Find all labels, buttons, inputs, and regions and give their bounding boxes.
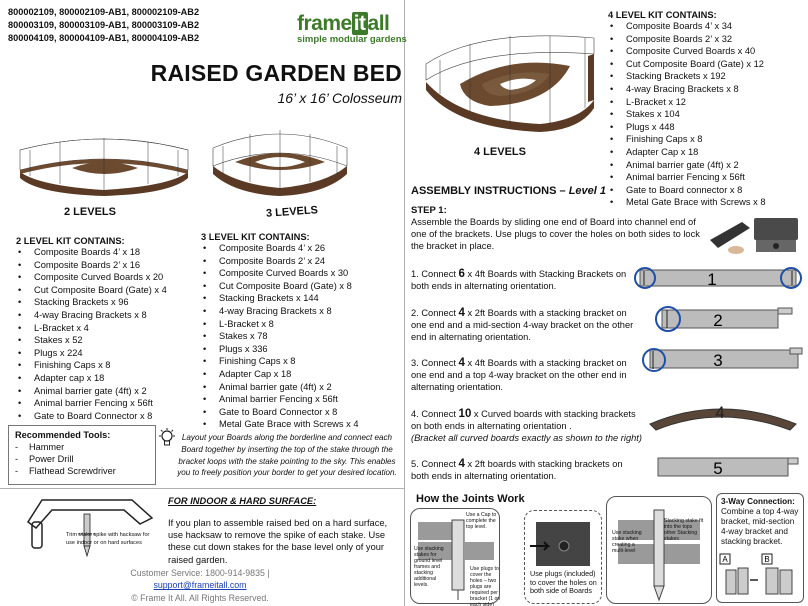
kit-item: • Metal Gate Brace with Screws x 4 bbox=[201, 418, 401, 431]
board-4-number: 4 bbox=[715, 403, 725, 422]
step1-heading: STEP 1: bbox=[411, 205, 447, 216]
joint-note-plugs: Use plugs to cover the holes – two plugs are required per bracket (1 on each side) bbox=[470, 566, 501, 606]
brand-wordmark: frameitall bbox=[297, 12, 390, 35]
kit-item: • Finishing Caps x 8 bbox=[16, 359, 196, 372]
kit-item: • Composite Curved Boards x 20 bbox=[16, 271, 196, 284]
kit-item: • Plugs x 448 bbox=[608, 121, 804, 134]
kit-item: • Adapter Cap x 18 bbox=[608, 146, 804, 159]
kit-item: • Stakes x 52 bbox=[16, 334, 196, 347]
label-b: B bbox=[764, 555, 770, 564]
kit-item: • Gate to Board connector x 8 bbox=[608, 184, 804, 197]
joint-note-multilevel: Use stacking stake when creating a multi-level bbox=[612, 530, 642, 554]
joint-note-stake-fit: Stacking stake fit into the tops other Stacking stakes bbox=[664, 518, 704, 542]
label-a: A bbox=[722, 555, 728, 564]
kit-item: • Composite Boards 4’ x 34 bbox=[608, 20, 804, 33]
kit-item: • Metal Gate Brace with Screws x 8 bbox=[608, 196, 804, 209]
page-title: RAISED GARDEN BED bbox=[150, 60, 402, 86]
footer bbox=[110, 567, 290, 604]
kit-item: • Cut Composite Board (Gate) x 12 bbox=[608, 58, 804, 71]
three-level-bed-image bbox=[205, 118, 355, 198]
bracket-insert-image bbox=[706, 210, 804, 258]
board-diagram-2 bbox=[650, 302, 802, 334]
board-diagram-4 bbox=[640, 398, 804, 434]
support-email-link[interactable]: support@frameitall.com bbox=[153, 580, 247, 591]
kit-item: • 4-way Bracing Brackets x 8 bbox=[608, 83, 804, 96]
brand-logo bbox=[297, 12, 407, 45]
four-level-bed-image bbox=[420, 24, 600, 134]
kit-3-heading: 3 LEVEL KIT CONTAINS: bbox=[201, 232, 310, 242]
tools-heading: Recommended Tools: bbox=[15, 430, 111, 440]
step-3: 3. Connect 4 x 4ft Boards with a stacking bracket on one end and a top 4-way bracket on the other end in alternating orientation. bbox=[411, 357, 627, 393]
board-5-number: 5 bbox=[713, 459, 723, 478]
four-levels-label: 4 LEVELS bbox=[474, 146, 526, 158]
three-way-image bbox=[718, 550, 802, 600]
three-way-heading: 3-Way Connection: bbox=[721, 497, 795, 506]
kit-item: • Plugs x 336 bbox=[201, 343, 401, 356]
joint-note-stacking: Use stacking stakes for ground level frames and stacking additional levels. bbox=[414, 546, 444, 588]
kit-item: • L-Bracket x 8 bbox=[201, 318, 401, 331]
tool-item: - Flathead Screwdriver bbox=[15, 466, 116, 476]
kit-item: • Composite Boards 2’ x 24 bbox=[201, 255, 401, 268]
kit-3-list bbox=[201, 232, 401, 431]
page-divider bbox=[404, 0, 405, 606]
kit-item: • Animal barrier gate (4ft) x 2 bbox=[16, 385, 196, 398]
kit-item: • Stakes x 104 bbox=[608, 108, 804, 121]
kit-item: • Composite Curved Boards x 40 bbox=[608, 45, 804, 58]
joints-heading: How the Joints Work bbox=[416, 493, 525, 505]
kit-item: • L-Bracket x 4 bbox=[16, 322, 196, 335]
board-diagram-1 bbox=[632, 262, 804, 292]
kit-item: • Animal barrier Fencing x 56ft bbox=[201, 393, 401, 406]
kit-item: • Stacking Brackets x 96 bbox=[16, 296, 196, 309]
kit-item: • Composite Boards 2’ x 16 bbox=[16, 259, 196, 272]
layout-tip: Layout your Boards along the borderline and connect each Board together by inserting the top of the stake through the bracket loops with the stake pointing to the sky. This enables you to freely position your border to get your desired location. bbox=[177, 433, 397, 478]
step-1: 1. Connect 6 x 4ft Boards with Stacking Brackets on both ends in alternating orientation. bbox=[411, 268, 627, 292]
kit-item: • Animal barrier gate (4ft) x 2 bbox=[201, 381, 401, 394]
step-2: 2. Connect 4 x 2ft Boards with a stacking bracket on one end and a mid-section 4-way bracket on the other end in alternating orientation. bbox=[411, 307, 634, 343]
sku-list bbox=[8, 6, 199, 45]
kit-item: • Stakes x 78 bbox=[201, 330, 401, 343]
recommended-tools-box bbox=[8, 425, 156, 485]
kit-item: • Cut Composite Board (Gate) x 8 bbox=[201, 280, 401, 293]
indoor-text: If you plan to assemble raised bed on a hard surface, use hacksaw to remove the spike of each stake. Use these cut down stakes for the base level only of your raised garden. bbox=[168, 518, 388, 565]
step-4: 4. Connect 10 x Curved boards with stacking brackets on both ends in alternating orientation . (Bracket all curved boards exactly as shown to the right) bbox=[411, 408, 647, 445]
kit-item: • 4-way Bracing Brackets x 8 bbox=[201, 305, 401, 318]
kit-4-list bbox=[608, 10, 804, 209]
step-4-note: (Bracket all curved boards exactly as shown to the right) bbox=[411, 433, 642, 444]
step-5: 5. Connect 4 x 2ft boards with stacking brackets on both ends in alternating orientation. bbox=[411, 458, 623, 482]
kit-2-list bbox=[16, 236, 196, 422]
sku-line: 800004109, 800004109-AB1, 800004109-AB2 bbox=[8, 33, 200, 43]
board-2-number: 2 bbox=[713, 311, 723, 330]
kit-item: • Composite Boards 4’ x 26 bbox=[201, 242, 401, 255]
kit-4-heading: 4 LEVEL KIT CONTAINS: bbox=[608, 10, 717, 20]
customer-service: Customer Service: 1800-914-9835 | bbox=[130, 568, 270, 578]
kit-item: • Plugs x 224 bbox=[16, 347, 196, 360]
board-3-number: 3 bbox=[713, 351, 723, 370]
page-subtitle: 16’ x 16’ Colosseum bbox=[277, 90, 402, 106]
kit-item: • Gate to Board Connector x 8 bbox=[201, 406, 401, 419]
hacksaw-caption: Trim stake spike with hacksaw for use indoor or on hard surfaces bbox=[66, 532, 150, 546]
two-levels-label: 2 LEVELS bbox=[64, 206, 116, 218]
kit-item: • Adapter cap x 18 bbox=[16, 372, 196, 385]
kit-2-heading: 2 LEVEL KIT CONTAINS: bbox=[16, 236, 125, 246]
indoor-heading: FOR INDOOR & HARD SURFACE: bbox=[168, 496, 317, 506]
tool-item: - Hammer bbox=[15, 442, 65, 452]
kit-item: • 4-way Bracing Brackets x 8 bbox=[16, 309, 196, 322]
joint-note-cap: Use a Cap to complete the top level. bbox=[466, 512, 497, 530]
lightbulb-icon bbox=[158, 428, 176, 448]
board-1-number: 1 bbox=[707, 270, 717, 289]
kit-item: • Animal barrier Fencing x 56ft bbox=[608, 171, 804, 184]
kit-item: • Animal barrier gate (4ft) x 2 bbox=[608, 159, 804, 172]
kit-item: • Finishing Caps x 8 bbox=[201, 355, 401, 368]
brand-tagline: simple modular gardens bbox=[297, 34, 407, 45]
kit-item: • Finishing Caps x 8 bbox=[608, 133, 804, 146]
section-divider bbox=[0, 488, 404, 489]
sku-line: 800002109, 800002109-AB1, 800002109-AB2 bbox=[8, 7, 200, 17]
kit-item: • Animal barrier Fencing x 56ft bbox=[16, 397, 196, 410]
board-diagram-3 bbox=[640, 344, 804, 376]
board-diagram-5 bbox=[652, 452, 802, 482]
kit-item: • Composite Boards 4’ x 18 bbox=[16, 246, 196, 259]
step1-text: Assemble the Boards by sliding one end of Board into channel end of one of the brackets. Use plugs to cover the holes on both sides to lock the bracket in place. bbox=[411, 217, 700, 252]
assembly-heading: ASSEMBLY INSTRUCTIONS – Level 1 bbox=[411, 185, 607, 197]
hacksaw-stake-image bbox=[12, 494, 162, 564]
copyright: © Frame It All. All Rights Reserved. bbox=[131, 592, 269, 603]
kit-item: • Composite Curved Boards x 30 bbox=[201, 267, 401, 280]
kit-item: • Composite Boards 2’ x 32 bbox=[608, 33, 804, 46]
kit-item: • Adapter Cap x 18 bbox=[201, 368, 401, 381]
sku-line: 800003109, 800003109-AB1, 800003109-AB2 bbox=[8, 20, 200, 30]
two-level-bed-image bbox=[10, 128, 198, 198]
kit-item: • Stacking Brackets x 192 bbox=[608, 70, 804, 83]
tool-item: - Power Drill bbox=[15, 454, 74, 464]
plug-image bbox=[530, 516, 596, 572]
three-levels-label: 3 LEVELS bbox=[265, 204, 319, 220]
kit-item: • Cut Composite Board (Gate) x 4 bbox=[16, 284, 196, 297]
kit-item: • L-Bracket x 12 bbox=[608, 96, 804, 109]
kit-item: • Gate to Board Connector x 8 bbox=[16, 410, 196, 423]
three-way-text: Combine a top 4-way bracket, mid-section 4-way bracket and stacking bracket. bbox=[721, 507, 799, 546]
joint-note-plug-holes: Use plugs (included) to cover the holes on both side of Boards bbox=[530, 569, 597, 596]
kit-item: • Stacking Brackets x 144 bbox=[201, 292, 401, 305]
